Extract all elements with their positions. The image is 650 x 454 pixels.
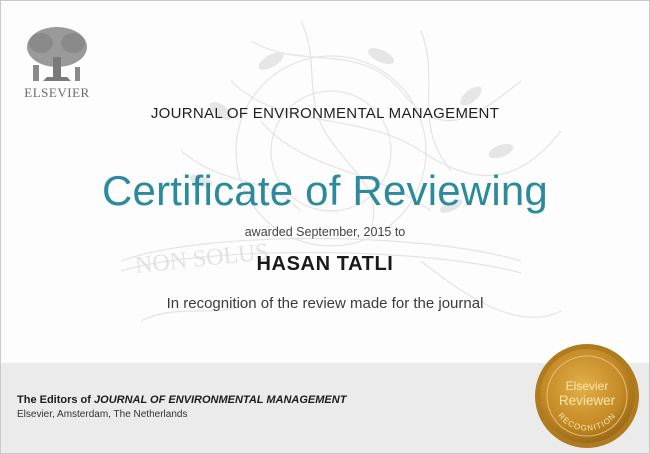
seal-line1: Elsevier xyxy=(565,379,609,393)
journal-title: JOURNAL OF ENVIRONMENTAL MANAGEMENT xyxy=(150,105,500,122)
recognition-text: In recognition of the review made for the journal xyxy=(166,295,484,312)
certificate-title: Certificate of Reviewing xyxy=(102,167,548,214)
editors-journal: JOURNAL OF ENVIRONMENTAL MANAGEMENT xyxy=(94,394,347,406)
recipient-name: HASAN TATLI xyxy=(256,253,394,275)
editors-prefix: The Editors of xyxy=(17,394,91,406)
publisher-address: Elsevier, Amsterdam, The Netherlands xyxy=(17,409,188,420)
seal-line2: Reviewer xyxy=(558,393,616,408)
watermark-motto: NON SOLUS xyxy=(133,239,270,279)
award-date: awarded September, 2015 to xyxy=(244,225,406,239)
elsevier-wordmark: ELSEVIER xyxy=(24,85,90,100)
seal-ring-text: RECOGNITION xyxy=(556,411,618,433)
editors-line xyxy=(17,394,346,406)
